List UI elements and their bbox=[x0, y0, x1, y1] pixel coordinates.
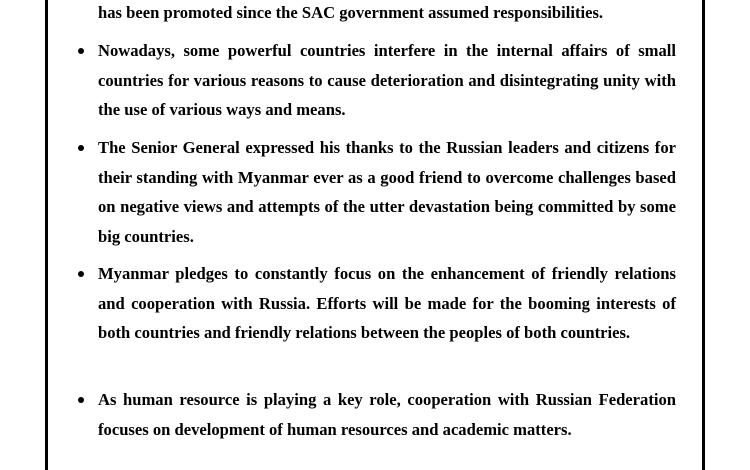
bullet-text: The Senior General expressed his thanks to the Russian leaders and citizens for their standing with Myanmar ever as a good friend to overcome challenges based on negative views and attempts of the utter devastation being committed by some big countries. bbox=[98, 138, 676, 246]
bullet-item bbox=[98, 385, 676, 444]
bullet-text: As human resource is playing a key role, cooperation with Russian Federation focuses on development of human resources and academic matters. bbox=[98, 390, 676, 439]
bullet-item bbox=[98, 259, 676, 348]
bullet-text: Nowadays, some powerful countries interfere in the internal affairs of small countries for various reasons to cause deterioration and disintegrating unity with the use of various ways and means. bbox=[98, 41, 676, 120]
bullet-text: Myanmar pledges to constantly focus on the enhancement of friendly relations and cooperation with Russia. Efforts will be made for the booming interests of both countries and friendly relations between the peoples of both countries. bbox=[98, 264, 676, 343]
bullet-dot-icon bbox=[78, 145, 84, 151]
continuation-paragraph: has been promoted since the SAC government assumed responsibilities. bbox=[98, 3, 604, 22]
bullet-item bbox=[98, 36, 676, 125]
bullet-dot-icon bbox=[78, 48, 84, 54]
bullet-item bbox=[98, 133, 676, 251]
bullet-dot-icon bbox=[78, 271, 84, 277]
bullet-dot-icon bbox=[78, 397, 84, 403]
